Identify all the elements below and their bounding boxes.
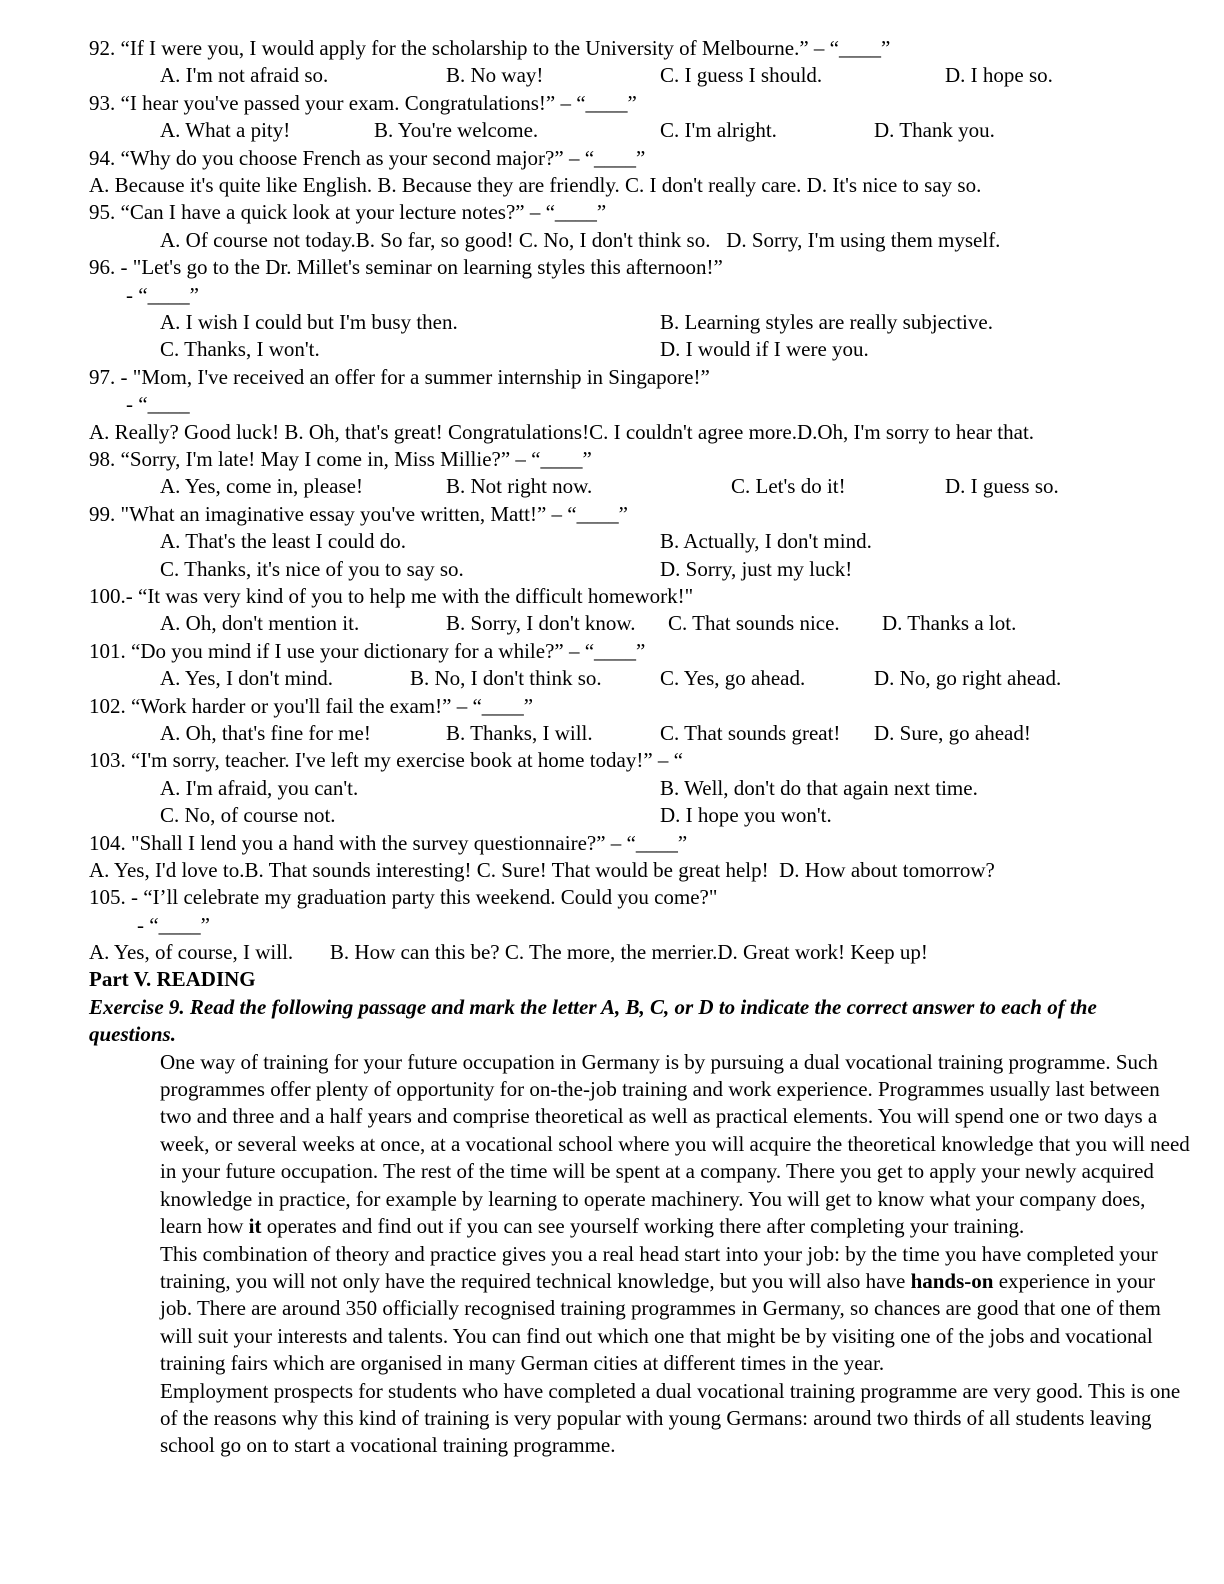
option-b: B. Actually, I don't mind. (660, 529, 872, 554)
question-104-stem: 104. "Shall I lend you a hand with the survey questionnaire?” – “____” (89, 830, 688, 855)
option-c: C. I'm alright. (660, 118, 777, 143)
option-a: A. Yes, come in, please! (160, 474, 363, 499)
passage-paragraph-2: This combination of theory and practice gives you a real head start into your job: by the time you have completed your training, you will not only have the required technical knowledge, but you will also have hands-on experience in your job. There are around 350 officially recognised training programmes in Germany, so chances are good that one of them will suit your interests and talents. You can find out which one that might be by visiting one of the jobs and vocational training fairs which are organised in many German cities at different times in the year. (160, 1241, 1161, 1376)
question-96-options-ab (89, 309, 1184, 336)
section-title: Part V. READING (89, 967, 256, 992)
question-100-stem: 100.- “It was very kind of you to help me with the difficult homework!" (89, 583, 694, 608)
passage-paragraph-3: Employment prospects for students who have completed a dual vocational training programme are very good. This is one of the reasons why this kind of training is very popular with young Germans: around two thirds of all students leaving school go on to start a vocational training programme. (160, 1378, 1181, 1458)
question-93-options (89, 117, 1184, 144)
question-96-options-cd (89, 336, 1184, 363)
question-95-options: A. Of course not today.B. So far, so good! C. No, I don't think so. D. Sorry, I'm using them myself. (160, 227, 1001, 252)
option-b: B. Well, don't do that again next time. (660, 775, 978, 800)
option-d: D. I would if I were you. (660, 337, 869, 362)
question-100-options (89, 610, 1184, 637)
question-102-stem: 102. “Work harder or you'll fail the exam!” – “____” (89, 693, 534, 718)
question-104-options: A. Yes, I'd love to.B. That sounds interesting! C. Sure! That would be great help! D. How about tomorrow? (89, 857, 995, 882)
option-a: A. That's the least I could do. (160, 529, 407, 554)
question-103-stem: 103. “I'm sorry, teacher. I've left my exercise book at home today!” – “ (89, 748, 683, 773)
question-103-options-ab (89, 775, 1184, 802)
option-b: B. No, I don't think so. (410, 666, 602, 691)
option-d: D. Thank you. (874, 118, 995, 143)
option-d: D. Sorry, just my luck! (660, 556, 853, 581)
passage-paragraph-1: One way of training for your future occupation in Germany is by pursuing a dual vocational training programme. Such programmes offer plenty of opportunity for on-the-job training and work experience. Programmes usually last between two and three and a half years and comprise theoretical as well as practical elements. You will spend one or two days a week, or several weeks at once, at a vocational school where you will acquire the theoretical knowledge that you will need in your future occupation. The rest of the time will be spent at a company. There you get to apply your newly acquired knowledge in practice, for example by learning to operate machinery. You will get to know what your company does, learn how it operates and find out if you can see yourself working there after completing your training. (160, 1049, 1190, 1239)
question-101-stem: 101. “Do you mind if I use your dictionary for a while?” – “____” (89, 638, 646, 663)
question-92-stem: 92. “If I were you, I would apply for the scholarship to the University of Melbourne.” – “____” (89, 36, 891, 60)
option-c: C. That sounds nice. (668, 611, 840, 636)
option-b: B. Thanks, I will. (446, 720, 593, 745)
question-95-stem: 95. “Can I have a quick look at your lecture notes?” – “____” (89, 200, 607, 225)
option-c: C. Let's do it! (731, 474, 846, 499)
question-94-options: A. Because it's quite like English. B. Because they are friendly. C. I don't really care. D. It's nice to say so. (89, 172, 982, 197)
option-d: D. No, go right ahead. (874, 666, 1062, 691)
question-99-stem: 99. "What an imaginative essay you've written, Matt!” – “____” (89, 501, 628, 526)
option-a: A. Oh, don't mention it. (160, 611, 360, 636)
option-b: B. Learning styles are really subjective. (660, 309, 993, 334)
question-96-stem: 96. - "Let's go to the Dr. Millet's seminar on learning styles this afternoon!” (89, 255, 723, 280)
option-d: D. Thanks a lot. (882, 611, 1017, 636)
option-b: B. No way! (446, 63, 544, 88)
question-101-options (89, 665, 1184, 692)
option-c: C. Yes, go ahead. (660, 666, 806, 691)
option-b: B. You're welcome. (374, 118, 539, 143)
question-105-options: A. Yes, of course, I will. B. How can this be? C. The more, the merrier.D. Great work! Keep up! (89, 940, 928, 965)
option-c: C. That sounds great! (660, 720, 841, 745)
exercise-instruction: Exercise 9. Read the following passage and mark the letter A, B, C, or D to indicate the correct answer to each of the questions. (89, 994, 1097, 1047)
option-a: A. Oh, that's fine for me! (160, 720, 371, 745)
question-105-stem: 105. - “I’ll celebrate my graduation party this weekend. Could you come?" (89, 885, 718, 910)
option-d: D. I hope so. (945, 63, 1053, 88)
option-c: C. Thanks, I won't. (160, 337, 320, 362)
option-a: A. I wish I could but I'm busy then. (160, 309, 458, 334)
question-93-stem: 93. “I hear you've passed your exam. Congratulations!” – “____” (89, 90, 637, 115)
question-97-stem: 97. - "Mom, I've received an offer for a summer internship in Singapore!” (89, 364, 710, 389)
option-d: D. I hope you won't. (660, 803, 832, 828)
question-92-options (89, 62, 1184, 89)
option-d: D. I guess so. (945, 474, 1059, 499)
question-102-options (89, 720, 1184, 747)
question-99-options-ab (89, 528, 1184, 555)
question-98-options (89, 473, 1184, 500)
question-96-reply: - “____” (126, 282, 199, 307)
option-c: C. No, of course not. (160, 803, 336, 828)
question-99-options-cd (89, 556, 1184, 583)
option-c: C. Thanks, it's nice of you to say so. (160, 556, 464, 581)
option-a: A. What a pity! (160, 118, 291, 143)
option-a: A. Yes, I don't mind. (160, 666, 333, 691)
question-105-reply: - “____” (137, 912, 210, 937)
option-c: C. I guess I should. (660, 63, 823, 88)
option-d: D. Sure, go ahead! (874, 720, 1031, 745)
option-b: B. Not right now. (446, 474, 593, 499)
underlined-reference-word: it (248, 1214, 262, 1239)
question-97-options: A. Really? Good luck! B. Oh, that's great! Congratulations!C. I couldn't agree more.D.Oh, I'm sorry to hear that. (89, 419, 1035, 444)
question-94-stem: 94. “Why do you choose French as your second major?” – “____” (89, 145, 646, 170)
option-b: B. Sorry, I don't know. (446, 611, 636, 636)
question-97-reply: - “____ (126, 392, 190, 417)
option-a: A. I'm afraid, you can't. (160, 775, 359, 800)
reading-passage (89, 1049, 1190, 1460)
option-a: A. I'm not afraid so. (160, 63, 329, 88)
question-103-options-cd (89, 802, 1184, 829)
highlighted-vocabulary-word: hands-on (910, 1268, 994, 1293)
question-98-stem: 98. “Sorry, I'm late! May I come in, Miss Millie?” – “____” (89, 446, 592, 471)
